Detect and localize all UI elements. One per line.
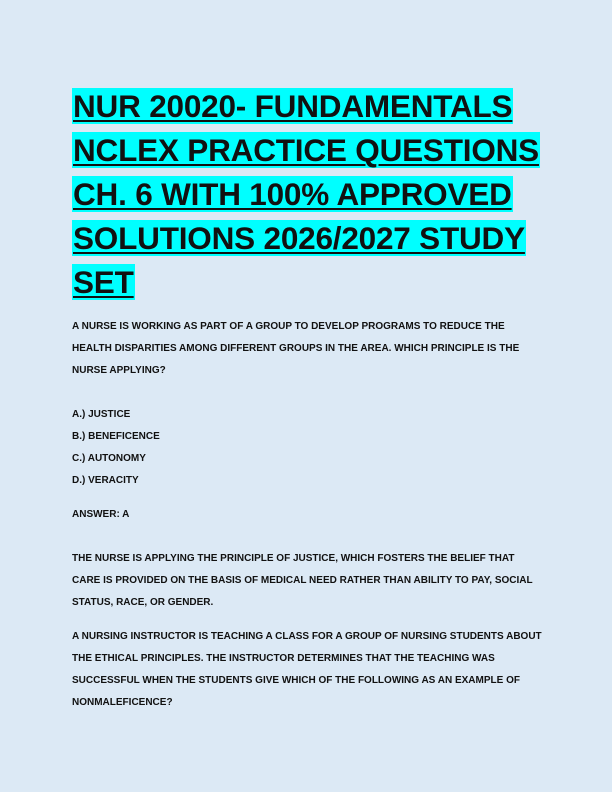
question-1-options xyxy=(72,404,544,492)
document-page xyxy=(72,84,544,714)
option-c: C.) AUTONOMY xyxy=(72,453,146,464)
question-1-answer: ANSWER: A xyxy=(72,509,130,520)
question-2-text: A NURSING INSTRUCTOR IS TEACHING A CLASS FOR A GROUP OF NURSING STUDENTS ABOUT THE ETHICAL PRINCIPLES. THE INSTRUCTOR DETERMINES THAT THE TEACHING WAS SUCCESSFUL WHEN THE STUDENTS GIVE WHICH OF THE FOLLOWING AS AN EXAMPLE OF NONMALEFICENCE? xyxy=(72,631,542,708)
title-highlight: NUR 20020- FUNDAMENTALS NCLEX PRACTICE QUESTIONS CH. 6 WITH 100% APPROVED SOLUTIONS 2026/2027 STUDY SET xyxy=(73,88,539,300)
option-d: D.) VERACITY xyxy=(72,475,139,486)
option-b: B.) BENEFICENCE xyxy=(72,431,160,442)
question-1-rationale: THE NURSE IS APPLYING THE PRINCIPLE OF JUSTICE, WHICH FOSTERS THE BELIEF THAT CARE IS PROVIDED ON THE BASIS OF MEDICAL NEED RATHER THAN ABILITY TO PAY, SOCIAL STATUS, RACE, OR GENDER. xyxy=(72,553,533,608)
document-title xyxy=(72,84,544,304)
option-a: A.) JUSTICE xyxy=(72,409,131,420)
question-1-text: A NURSE IS WORKING AS PART OF A GROUP TO DEVELOP PROGRAMS TO REDUCE THE HEALTH DISPARITIES AMONG DIFFERENT GROUPS IN THE AREA. WHICH PRINCIPLE IS THE NURSE APPLYING? xyxy=(72,321,520,376)
